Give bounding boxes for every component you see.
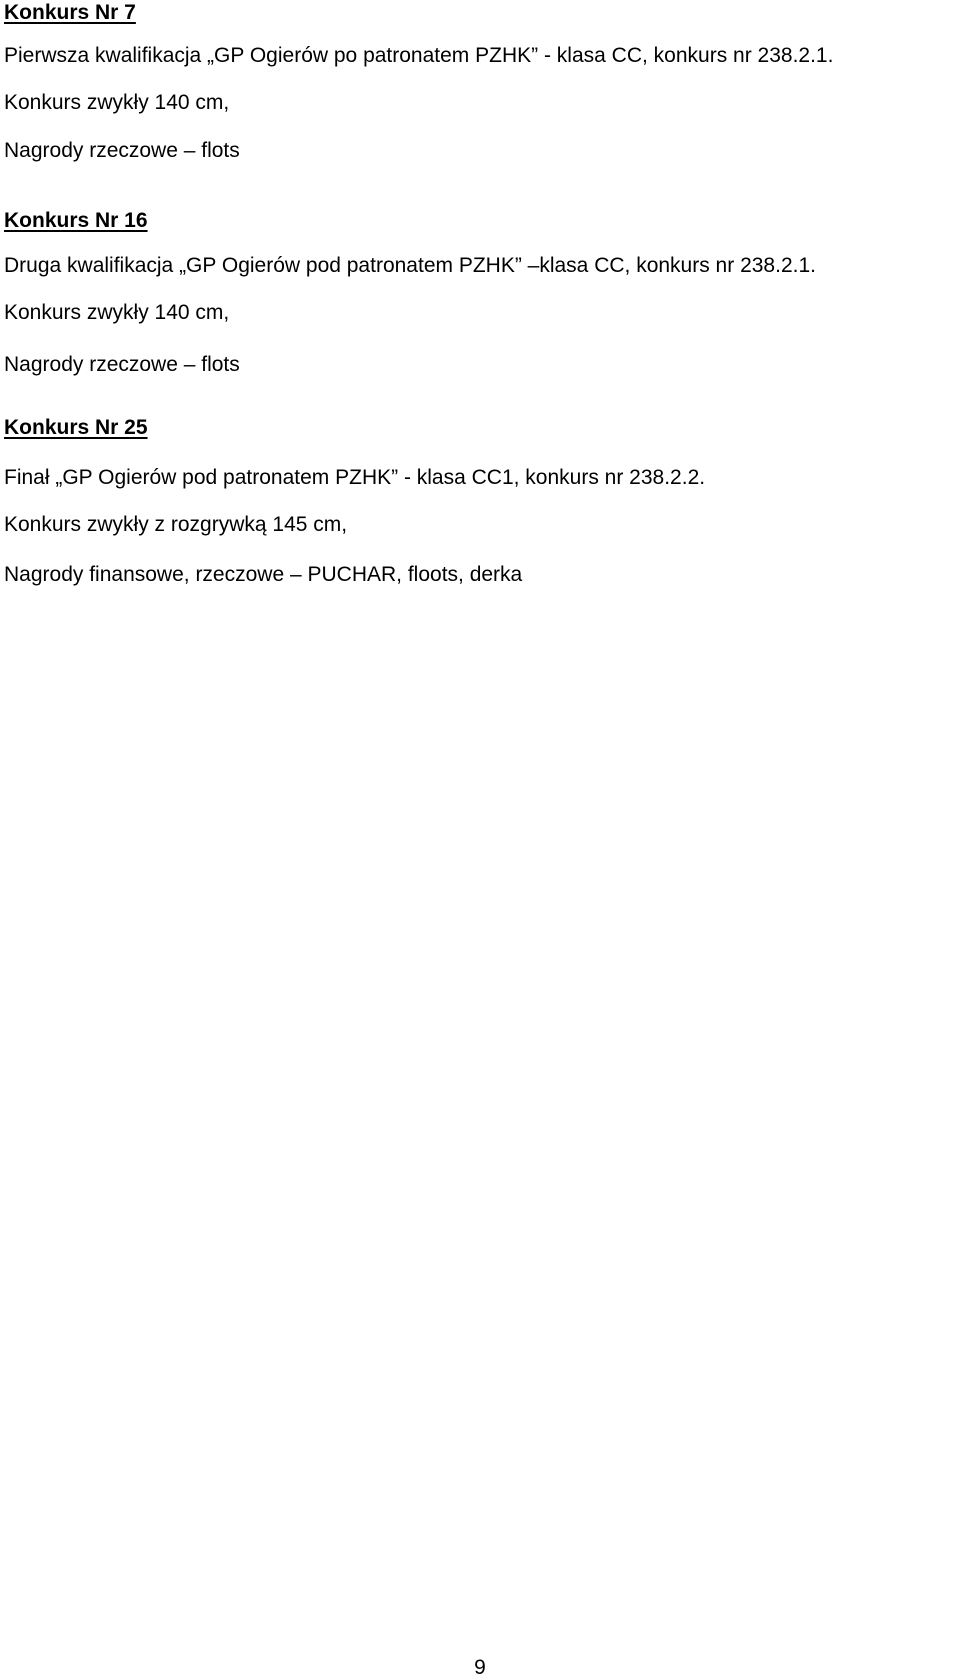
section-description: Finał „GP Ogierów pod patronatem PZHK” - klasa CC1, konkurs nr 238.2.2. bbox=[4, 466, 706, 489]
section-type-line: Konkurs zwykły z rozgrywką 145 cm, bbox=[4, 513, 348, 536]
section-prizes: Nagrody rzeczowe – flots bbox=[4, 139, 240, 162]
section-prizes: Nagrody finansowe, rzeczowe – PUCHAR, floots, derka bbox=[4, 563, 523, 586]
section-heading: Konkurs Nr 7 bbox=[4, 1, 136, 24]
section-description: Druga kwalifikacja „GP Ogierów pod patronatem PZHK” –klasa CC, konkurs nr 238.2.1. bbox=[4, 254, 816, 277]
section-description: Pierwsza kwalifikacja „GP Ogierów po patronatem PZHK” - klasa CC, konkurs nr 238.2.1. bbox=[4, 44, 834, 67]
section-type-line: Konkurs zwykły 140 cm, bbox=[4, 301, 230, 324]
section-heading: Konkurs Nr 16 bbox=[4, 209, 148, 232]
section-heading: Konkurs Nr 25 bbox=[4, 416, 148, 439]
section-prizes: Nagrody rzeczowe – flots bbox=[4, 353, 240, 376]
section-type-line: Konkurs zwykły 140 cm, bbox=[4, 91, 230, 114]
page-number: 9 bbox=[474, 1656, 486, 1679]
